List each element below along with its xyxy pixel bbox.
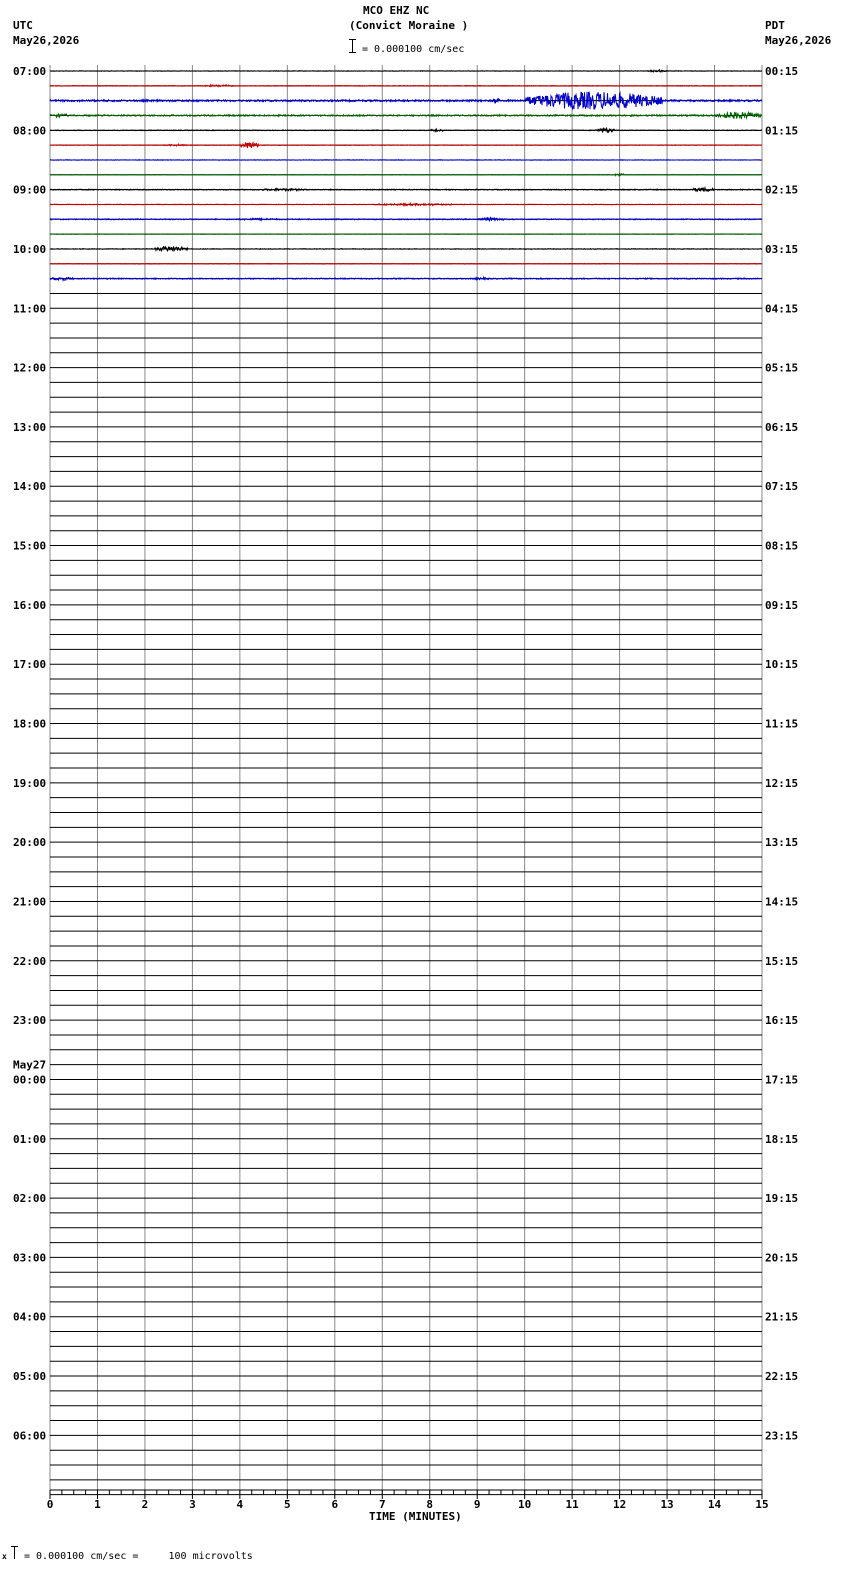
left-timezone: UTC bbox=[13, 19, 33, 32]
pdt-hour-label: 16:15 bbox=[765, 1014, 799, 1028]
pdt-hour-label: 17:15 bbox=[765, 1073, 799, 1087]
utc-hour-label: 16:00 bbox=[13, 598, 47, 612]
utc-hour-label: 04:00 bbox=[13, 1310, 47, 1324]
seismic-trace bbox=[50, 128, 762, 132]
seismic-trace bbox=[50, 112, 762, 119]
x-tick-label: 4 bbox=[236, 1498, 244, 1511]
scale-text: = 0.000100 cm/sec bbox=[362, 44, 465, 55]
utc-hour-label: 02:00 bbox=[13, 1192, 47, 1206]
seismic-trace bbox=[50, 234, 762, 235]
footer-scale-text: = 0.000100 cm/sec = 100 microvolts bbox=[24, 1551, 253, 1562]
footer-scale-cap-top bbox=[11, 1546, 18, 1547]
utc-hour-label: 00:00 bbox=[13, 1073, 47, 1087]
seismic-trace bbox=[50, 277, 762, 280]
pdt-hour-label: 21:15 bbox=[765, 1310, 799, 1324]
pdt-hour-label: 13:15 bbox=[765, 836, 799, 850]
x-tick-label: 6 bbox=[331, 1498, 339, 1511]
utc-hour-label: 03:00 bbox=[13, 1251, 47, 1265]
pdt-hour-label: 12:15 bbox=[765, 776, 799, 790]
pdt-hour-label: 03:15 bbox=[765, 242, 799, 256]
seismic-trace bbox=[50, 85, 762, 87]
seismic-trace bbox=[50, 174, 762, 176]
footer-marker: x bbox=[2, 1552, 7, 1561]
seismic-trace bbox=[50, 263, 762, 264]
station-title: MCO EHZ NC bbox=[363, 4, 430, 17]
footer-scale-bar-icon bbox=[14, 1546, 15, 1559]
utc-hour-label: 10:00 bbox=[13, 242, 47, 256]
utc-hour-label: 20:00 bbox=[13, 836, 47, 850]
pdt-hour-label: 00:15 bbox=[765, 65, 799, 78]
utc-hour-label: 23:00 bbox=[13, 1014, 47, 1028]
pdt-hour-label: 15:15 bbox=[765, 954, 799, 968]
pdt-hour-label: 04:15 bbox=[765, 302, 799, 316]
pdt-hour-label: 09:15 bbox=[765, 598, 799, 612]
seismic-trace bbox=[50, 70, 762, 72]
pdt-hour-label: 23:15 bbox=[765, 1429, 799, 1443]
seismic-trace bbox=[50, 218, 762, 221]
utc-hour-label: 21:00 bbox=[13, 895, 47, 909]
pdt-hour-label: 06:15 bbox=[765, 420, 799, 434]
pdt-hour-label: 11:15 bbox=[765, 717, 799, 731]
seismic-trace bbox=[50, 160, 762, 161]
pdt-hour-label: 02:15 bbox=[765, 183, 799, 197]
x-tick-label: 12 bbox=[612, 1498, 627, 1511]
utc-hour-label: 11:00 bbox=[13, 302, 47, 316]
utc-hour-label: 18:00 bbox=[13, 717, 47, 731]
seismic-trace bbox=[50, 247, 762, 251]
utc-hour-label: 12:00 bbox=[13, 361, 47, 375]
left-date: May26,2026 bbox=[13, 34, 80, 47]
utc-hour-label: 06:00 bbox=[13, 1429, 47, 1443]
x-axis bbox=[47, 1490, 769, 1511]
seismic-trace bbox=[50, 188, 762, 192]
pdt-hour-label: 08:15 bbox=[765, 539, 799, 553]
utc-hour-label: 17:00 bbox=[13, 658, 47, 672]
x-tick-label: 14 bbox=[707, 1498, 722, 1511]
x-tick-label: 0 bbox=[46, 1498, 54, 1511]
utc-hour-label: 01:00 bbox=[13, 1132, 47, 1146]
x-tick-label: 3 bbox=[189, 1498, 196, 1511]
x-tick-label: 2 bbox=[141, 1498, 149, 1511]
pdt-hour-label: 10:15 bbox=[765, 658, 799, 672]
pdt-hour-label: 18:15 bbox=[765, 1132, 799, 1146]
seismic-trace bbox=[50, 142, 762, 148]
site-name: (Convict Moraine ) bbox=[349, 19, 469, 32]
x-tick-label: 5 bbox=[284, 1498, 291, 1511]
right-timezone: PDT bbox=[765, 19, 785, 32]
x-tick-label: 13 bbox=[660, 1498, 674, 1511]
utc-hour-label: 07:00 bbox=[13, 65, 47, 78]
pdt-hour-label: 05:15 bbox=[765, 361, 799, 375]
x-tick-label: 7 bbox=[378, 1498, 386, 1511]
pdt-hour-label: 14:15 bbox=[765, 895, 799, 909]
x-tick-label: 8 bbox=[426, 1498, 434, 1511]
x-tick-label: 9 bbox=[473, 1498, 481, 1511]
utc-hour-label: 13:00 bbox=[13, 420, 47, 434]
seismic-trace bbox=[50, 203, 762, 205]
pdt-hour-label: 19:15 bbox=[765, 1192, 799, 1206]
seismic-trace bbox=[50, 92, 762, 110]
right-date: May26,2026 bbox=[765, 34, 832, 47]
utc-hour-label: 05:00 bbox=[13, 1370, 47, 1384]
pdt-hour-label: 01:15 bbox=[765, 124, 799, 138]
utc-hour-label: 08:00 bbox=[13, 124, 47, 138]
pdt-hour-label: 07:15 bbox=[765, 480, 799, 494]
utc-hour-label: 19:00 bbox=[13, 776, 47, 790]
utc-hour-label: 14:00 bbox=[13, 480, 47, 494]
x-tick-label: 1 bbox=[94, 1498, 101, 1511]
trace-layer bbox=[50, 70, 762, 280]
utc-hour-label: 09:00 bbox=[13, 183, 47, 197]
utc-hour-label: 22:00 bbox=[13, 954, 47, 968]
x-tick-label: 11 bbox=[565, 1498, 579, 1511]
x-tick-label: 10 bbox=[518, 1498, 532, 1511]
pdt-hour-label: 22:15 bbox=[765, 1370, 799, 1384]
x-tick-label: 15 bbox=[755, 1498, 769, 1511]
date-change-label: May27 bbox=[13, 1058, 47, 1072]
pdt-hour-label: 20:15 bbox=[765, 1251, 799, 1265]
utc-hour-label: 15:00 bbox=[13, 539, 47, 553]
x-axis-label: TIME (MINUTES) bbox=[369, 1510, 462, 1523]
